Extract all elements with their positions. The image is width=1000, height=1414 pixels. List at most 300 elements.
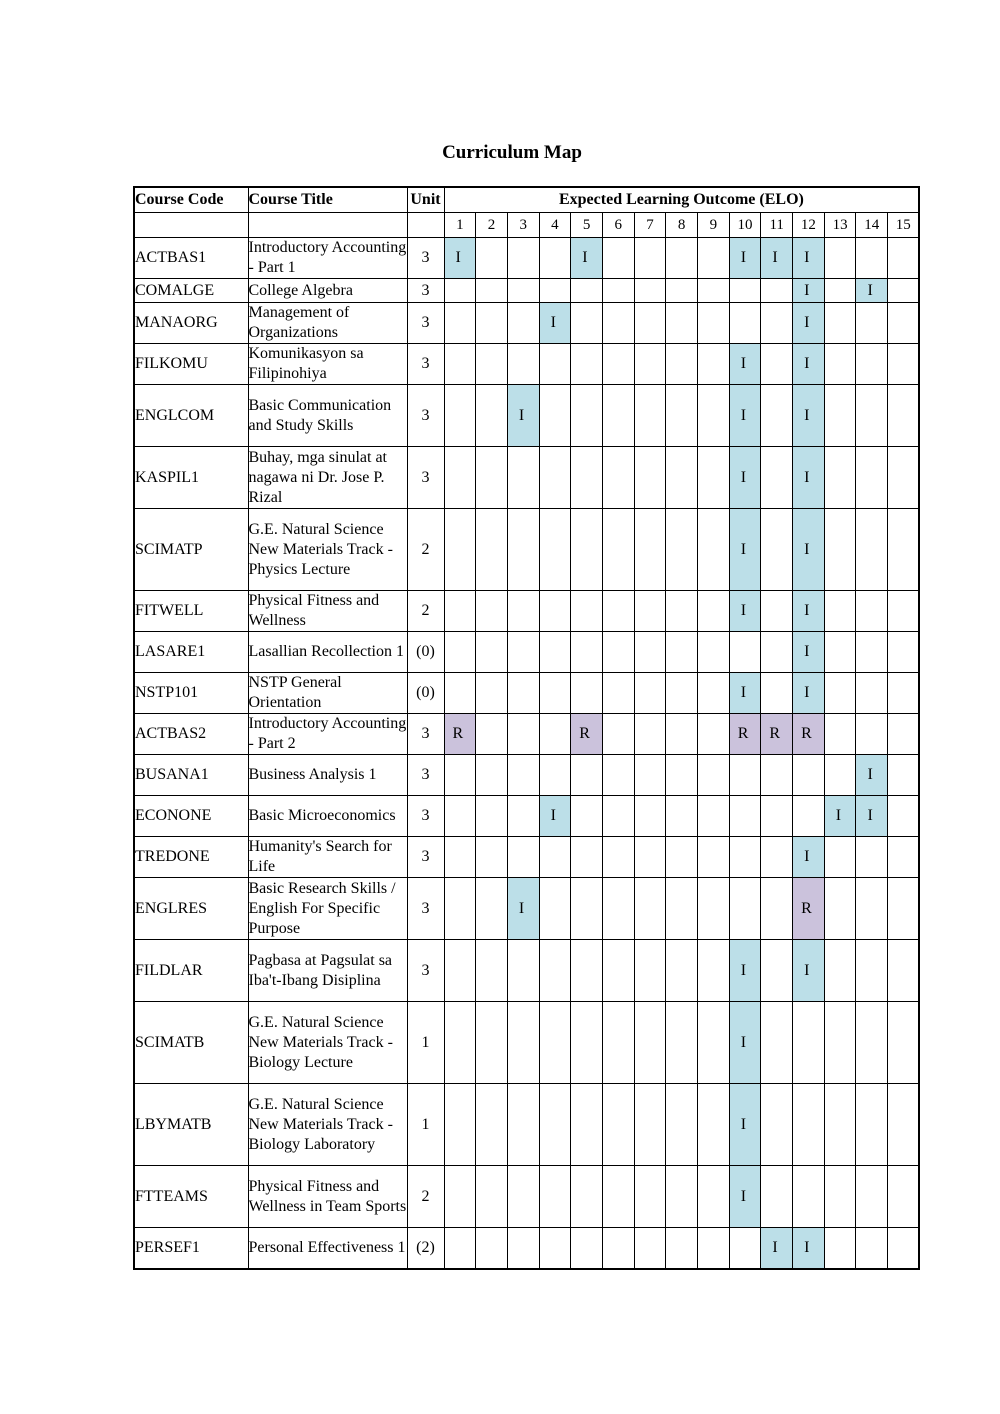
elo-empty-cell [634, 940, 666, 1002]
elo-mark: R [571, 714, 603, 755]
table-row [134, 1228, 919, 1269]
elo-empty-cell [476, 714, 508, 755]
elo-empty-cell [856, 1002, 888, 1084]
course-code: SCIMATP [134, 509, 248, 591]
elo-number-2: 2 [476, 213, 508, 238]
elo-empty-cell [856, 673, 888, 714]
course-code: TREDONE [134, 837, 248, 878]
elo-empty-cell [666, 878, 698, 940]
course-unit: 2 [407, 591, 444, 632]
elo-empty-cell [539, 837, 571, 878]
elo-empty-cell [666, 303, 698, 344]
elo-empty-cell [824, 940, 856, 1002]
course-title-header: Course Title [248, 187, 407, 213]
elo-empty-cell [476, 591, 508, 632]
elo-empty-cell [444, 344, 476, 385]
elo-empty-cell [856, 940, 888, 1002]
elo-empty-cell [888, 940, 920, 1002]
elo-empty-cell [634, 385, 666, 447]
elo-empty-cell [476, 1228, 508, 1269]
elo-empty-cell [444, 1228, 476, 1269]
elo-mark: I [761, 1228, 793, 1269]
elo-empty-cell [602, 509, 634, 591]
elo-empty-cell [602, 1002, 634, 1084]
elo-mark: I [793, 940, 825, 1002]
elo-empty-cell [666, 1002, 698, 1084]
elo-empty-cell [888, 673, 920, 714]
course-unit: 3 [407, 837, 444, 878]
elo-empty-cell [634, 344, 666, 385]
elo-number-7: 7 [634, 213, 666, 238]
elo-empty-cell [698, 1228, 730, 1269]
elo-empty-cell [698, 714, 730, 755]
elo-mark: I [729, 673, 761, 714]
elo-number-1: 1 [444, 213, 476, 238]
elo-empty-cell [476, 1002, 508, 1084]
elo-empty-cell [888, 509, 920, 591]
elo-empty-cell [571, 385, 603, 447]
elo-mark: I [824, 796, 856, 837]
elo-empty-cell [539, 344, 571, 385]
table-row [134, 385, 919, 447]
elo-mark: I [793, 632, 825, 673]
elo-empty-cell [888, 1084, 920, 1166]
elo-empty-cell [602, 714, 634, 755]
elo-empty-cell [698, 1166, 730, 1228]
elo-empty-cell [507, 1002, 539, 1084]
elo-empty-cell [539, 878, 571, 940]
course-unit: 3 [407, 714, 444, 755]
elo-empty-cell [634, 279, 666, 303]
table-row [134, 878, 919, 940]
elo-empty-cell [793, 1002, 825, 1084]
course-code: FITWELL [134, 591, 248, 632]
elo-empty-cell [698, 796, 730, 837]
elo-empty-cell [507, 1084, 539, 1166]
blank-cell [407, 213, 444, 238]
elo-number-5: 5 [571, 213, 603, 238]
elo-empty-cell [856, 447, 888, 509]
elo-empty-cell [571, 1002, 603, 1084]
elo-mark: I [539, 303, 571, 344]
course-unit: 2 [407, 509, 444, 591]
blank-cell [248, 213, 407, 238]
elo-empty-cell [634, 837, 666, 878]
elo-empty-cell [539, 591, 571, 632]
elo-empty-cell [571, 591, 603, 632]
elo-empty-cell [571, 940, 603, 1002]
elo-empty-cell [602, 940, 634, 1002]
elo-empty-cell [476, 509, 508, 591]
elo-empty-cell [507, 837, 539, 878]
elo-empty-cell [602, 1228, 634, 1269]
table-row [134, 279, 919, 303]
elo-empty-cell [571, 632, 603, 673]
elo-empty-cell [476, 755, 508, 796]
elo-empty-cell [539, 632, 571, 673]
elo-empty-cell [888, 344, 920, 385]
elo-mark: I [729, 1166, 761, 1228]
course-code: COMALGE [134, 279, 248, 303]
elo-empty-cell [634, 447, 666, 509]
elo-empty-cell [888, 447, 920, 509]
table-row [134, 344, 919, 385]
elo-empty-cell [602, 303, 634, 344]
elo-number-8: 8 [666, 213, 698, 238]
elo-mark: R [729, 714, 761, 755]
elo-empty-cell [888, 279, 920, 303]
table-row [134, 238, 919, 279]
course-unit: 3 [407, 796, 444, 837]
elo-empty-cell [729, 796, 761, 837]
course-code: SCIMATB [134, 1002, 248, 1084]
curriculum-map-table [133, 186, 920, 1270]
header-row [134, 187, 919, 213]
elo-empty-cell [507, 509, 539, 591]
course-title: Basic Communication and Study Skills [248, 385, 407, 447]
elo-empty-cell [602, 837, 634, 878]
elo-empty-cell [666, 509, 698, 591]
elo-empty-cell [602, 385, 634, 447]
course-title: Lasallian Recollection 1 [248, 632, 407, 673]
elo-empty-cell [507, 591, 539, 632]
elo-empty-cell [824, 673, 856, 714]
elo-empty-cell [539, 1228, 571, 1269]
elo-empty-cell [761, 940, 793, 1002]
course-code-header: Course Code [134, 187, 248, 213]
course-unit: 3 [407, 940, 444, 1002]
elo-empty-cell [634, 673, 666, 714]
course-code: FILKOMU [134, 344, 248, 385]
elo-empty-cell [476, 279, 508, 303]
elo-empty-cell [698, 238, 730, 279]
elo-empty-cell [476, 385, 508, 447]
elo-empty-cell [856, 714, 888, 755]
elo-empty-cell [856, 632, 888, 673]
elo-mark: I [761, 238, 793, 279]
table-row [134, 837, 919, 878]
elo-empty-cell [634, 1228, 666, 1269]
elo-empty-cell [824, 303, 856, 344]
elo-empty-cell [666, 344, 698, 385]
elo-empty-cell [698, 591, 730, 632]
elo-empty-cell [476, 447, 508, 509]
elo-empty-cell [634, 755, 666, 796]
elo-empty-cell [507, 673, 539, 714]
elo-empty-cell [476, 878, 508, 940]
elo-empty-cell [761, 509, 793, 591]
elo-empty-cell [666, 796, 698, 837]
elo-empty-cell [444, 878, 476, 940]
course-unit: 3 [407, 303, 444, 344]
elo-number-10: 10 [729, 213, 761, 238]
elo-mark: I [729, 591, 761, 632]
elo-empty-cell [571, 279, 603, 303]
blank-cell [134, 213, 248, 238]
elo-empty-cell [634, 632, 666, 673]
elo-mark: I [793, 673, 825, 714]
elo-empty-cell [824, 837, 856, 878]
elo-empty-cell [507, 279, 539, 303]
course-code: ACTBAS1 [134, 238, 248, 279]
elo-empty-cell [571, 796, 603, 837]
elo-empty-cell [761, 796, 793, 837]
course-title: Introductory Accounting - Part 2 [248, 714, 407, 755]
elo-empty-cell [444, 755, 476, 796]
elo-mark: R [793, 714, 825, 755]
elo-empty-cell [666, 385, 698, 447]
elo-empty-cell [444, 1166, 476, 1228]
course-title: Humanity's Search for Life [248, 837, 407, 878]
elo-mark: I [793, 279, 825, 303]
page-title: Curriculum Map [442, 142, 582, 163]
table-row [134, 303, 919, 344]
course-title: Business Analysis 1 [248, 755, 407, 796]
course-title: Buhay, mga sinulat at nagawa ni Dr. Jose P. Rizal [248, 447, 407, 509]
course-code: NSTP101 [134, 673, 248, 714]
elo-empty-cell [824, 1084, 856, 1166]
elo-empty-cell [476, 1166, 508, 1228]
elo-empty-cell [602, 238, 634, 279]
elo-mark: R [761, 714, 793, 755]
elo-empty-cell [666, 1084, 698, 1166]
course-title: Physical Fitness and Wellness in Team Sports [248, 1166, 407, 1228]
elo-empty-cell [888, 238, 920, 279]
course-unit: (0) [407, 632, 444, 673]
elo-empty-cell [444, 632, 476, 673]
course-code: FILDLAR [134, 940, 248, 1002]
elo-empty-cell [729, 837, 761, 878]
table-row [134, 673, 919, 714]
course-code: MANAORG [134, 303, 248, 344]
elo-empty-cell [634, 1084, 666, 1166]
elo-empty-cell [634, 1002, 666, 1084]
elo-empty-cell [666, 238, 698, 279]
elo-empty-cell [444, 796, 476, 837]
elo-empty-cell [634, 1166, 666, 1228]
table-row [134, 714, 919, 755]
elo-empty-cell [824, 238, 856, 279]
elo-empty-cell [476, 344, 508, 385]
elo-empty-cell [761, 837, 793, 878]
elo-empty-cell [856, 837, 888, 878]
elo-empty-cell [824, 447, 856, 509]
elo-empty-cell [444, 447, 476, 509]
elo-empty-cell [856, 878, 888, 940]
course-title: College Algebra [248, 279, 407, 303]
elo-empty-cell [571, 1084, 603, 1166]
elo-empty-cell [507, 1228, 539, 1269]
elo-empty-cell [761, 878, 793, 940]
elo-empty-cell [761, 591, 793, 632]
elo-empty-cell [698, 279, 730, 303]
elo-empty-cell [888, 1166, 920, 1228]
elo-number-11: 11 [761, 213, 793, 238]
course-title: G.E. Natural Science New Materials Track - Physics Lecture [248, 509, 407, 591]
elo-empty-cell [888, 714, 920, 755]
elo-empty-cell [666, 714, 698, 755]
elo-empty-cell [634, 303, 666, 344]
course-title: Komunikasyon sa Filipinohiya [248, 344, 407, 385]
elo-mark: I [729, 447, 761, 509]
course-title: G.E. Natural Science New Materials Track - Biology Lecture [248, 1002, 407, 1084]
elo-empty-cell [666, 940, 698, 1002]
elo-empty-cell [476, 673, 508, 714]
course-unit: 3 [407, 755, 444, 796]
elo-empty-cell [698, 385, 730, 447]
elo-empty-cell [602, 1084, 634, 1166]
elo-empty-cell [539, 940, 571, 1002]
elo-empty-cell [824, 632, 856, 673]
elo-empty-cell [444, 673, 476, 714]
elo-mark: I [729, 344, 761, 385]
course-unit: 3 [407, 447, 444, 509]
elo-empty-cell [476, 632, 508, 673]
elo-empty-cell [698, 673, 730, 714]
elo-empty-cell [856, 591, 888, 632]
elo-empty-cell [444, 837, 476, 878]
elo-empty-cell [602, 878, 634, 940]
course-code: FTTEAMS [134, 1166, 248, 1228]
elo-empty-cell [476, 796, 508, 837]
unit-header: Unit [407, 187, 444, 213]
elo-empty-cell [856, 1228, 888, 1269]
elo-empty-cell [824, 509, 856, 591]
elo-empty-cell [888, 837, 920, 878]
elo-number-4: 4 [539, 213, 571, 238]
elo-mark: I [793, 837, 825, 878]
table-row [134, 509, 919, 591]
course-title: Basic Microeconomics [248, 796, 407, 837]
elo-empty-cell [761, 279, 793, 303]
elo-empty-cell [856, 1084, 888, 1166]
elo-empty-cell [761, 673, 793, 714]
elo-mark: I [539, 796, 571, 837]
elo-empty-cell [729, 279, 761, 303]
elo-empty-cell [698, 755, 730, 796]
elo-empty-cell [571, 673, 603, 714]
elo-empty-cell [634, 878, 666, 940]
elo-empty-cell [793, 1166, 825, 1228]
elo-empty-cell [602, 632, 634, 673]
table-row [134, 1084, 919, 1166]
elo-number-14: 14 [856, 213, 888, 238]
elo-empty-cell [539, 673, 571, 714]
elo-empty-cell [507, 1166, 539, 1228]
elo-empty-cell [476, 238, 508, 279]
elo-mark: I [793, 344, 825, 385]
elo-empty-cell [634, 238, 666, 279]
course-unit: 1 [407, 1002, 444, 1084]
elo-empty-cell [888, 755, 920, 796]
elo-empty-cell [634, 796, 666, 837]
elo-empty-cell [824, 279, 856, 303]
table-row [134, 1166, 919, 1228]
elo-empty-cell [698, 447, 730, 509]
elo-empty-cell [571, 878, 603, 940]
elo-mark: I [507, 385, 539, 447]
elo-empty-cell [698, 878, 730, 940]
elo-empty-cell [856, 509, 888, 591]
table-row [134, 447, 919, 509]
course-unit: (2) [407, 1228, 444, 1269]
elo-empty-cell [539, 1166, 571, 1228]
course-title: Basic Research Skills / English For Specific Purpose [248, 878, 407, 940]
elo-mark: I [793, 509, 825, 591]
elo-empty-cell [666, 673, 698, 714]
elo-empty-cell [666, 1228, 698, 1269]
course-code: BUSANA1 [134, 755, 248, 796]
elo-empty-cell [729, 303, 761, 344]
elo-empty-cell [539, 238, 571, 279]
course-unit: (0) [407, 673, 444, 714]
course-code: LASARE1 [134, 632, 248, 673]
elo-empty-cell [761, 1002, 793, 1084]
elo-empty-cell [539, 714, 571, 755]
elo-empty-cell [602, 796, 634, 837]
elo-empty-cell [666, 755, 698, 796]
table-row [134, 755, 919, 796]
elo-empty-cell [571, 344, 603, 385]
elo-mark: I [856, 796, 888, 837]
elo-mark: I [856, 279, 888, 303]
elo-mark: I [571, 238, 603, 279]
elo-empty-cell [476, 1084, 508, 1166]
elo-empty-cell [856, 1166, 888, 1228]
course-title: Introductory Accounting - Part 1 [248, 238, 407, 279]
elo-empty-cell [824, 344, 856, 385]
elo-mark: I [444, 238, 476, 279]
elo-empty-cell [729, 632, 761, 673]
elo-empty-cell [856, 344, 888, 385]
course-unit: 3 [407, 878, 444, 940]
elo-empty-cell [444, 1002, 476, 1084]
course-code: ENGLRES [134, 878, 248, 940]
elo-empty-cell [634, 714, 666, 755]
elo-empty-cell [602, 447, 634, 509]
elo-empty-cell [634, 509, 666, 591]
elo-empty-cell [507, 714, 539, 755]
elo-empty-cell [888, 796, 920, 837]
course-title: Physical Fitness and Wellness [248, 591, 407, 632]
course-unit: 3 [407, 344, 444, 385]
elo-empty-cell [602, 279, 634, 303]
course-code: KASPIL1 [134, 447, 248, 509]
elo-mark: I [729, 940, 761, 1002]
elo-empty-cell [444, 940, 476, 1002]
elo-mark: I [729, 385, 761, 447]
elo-empty-cell [761, 632, 793, 673]
elo-empty-cell [888, 632, 920, 673]
elo-mark: I [793, 591, 825, 632]
elo-empty-cell [507, 796, 539, 837]
course-unit: 1 [407, 1084, 444, 1166]
elo-empty-cell [698, 344, 730, 385]
elo-empty-cell [444, 385, 476, 447]
elo-empty-cell [444, 509, 476, 591]
elo-empty-cell [539, 385, 571, 447]
elo-empty-cell [824, 385, 856, 447]
elo-empty-cell [666, 591, 698, 632]
elo-number-6: 6 [602, 213, 634, 238]
elo-empty-cell [507, 344, 539, 385]
elo-empty-cell [698, 1084, 730, 1166]
elo-empty-cell [698, 632, 730, 673]
course-title: Personal Effectiveness 1 [248, 1228, 407, 1269]
elo-mark: I [729, 238, 761, 279]
elo-empty-cell [476, 303, 508, 344]
course-title: NSTP General Orientation [248, 673, 407, 714]
